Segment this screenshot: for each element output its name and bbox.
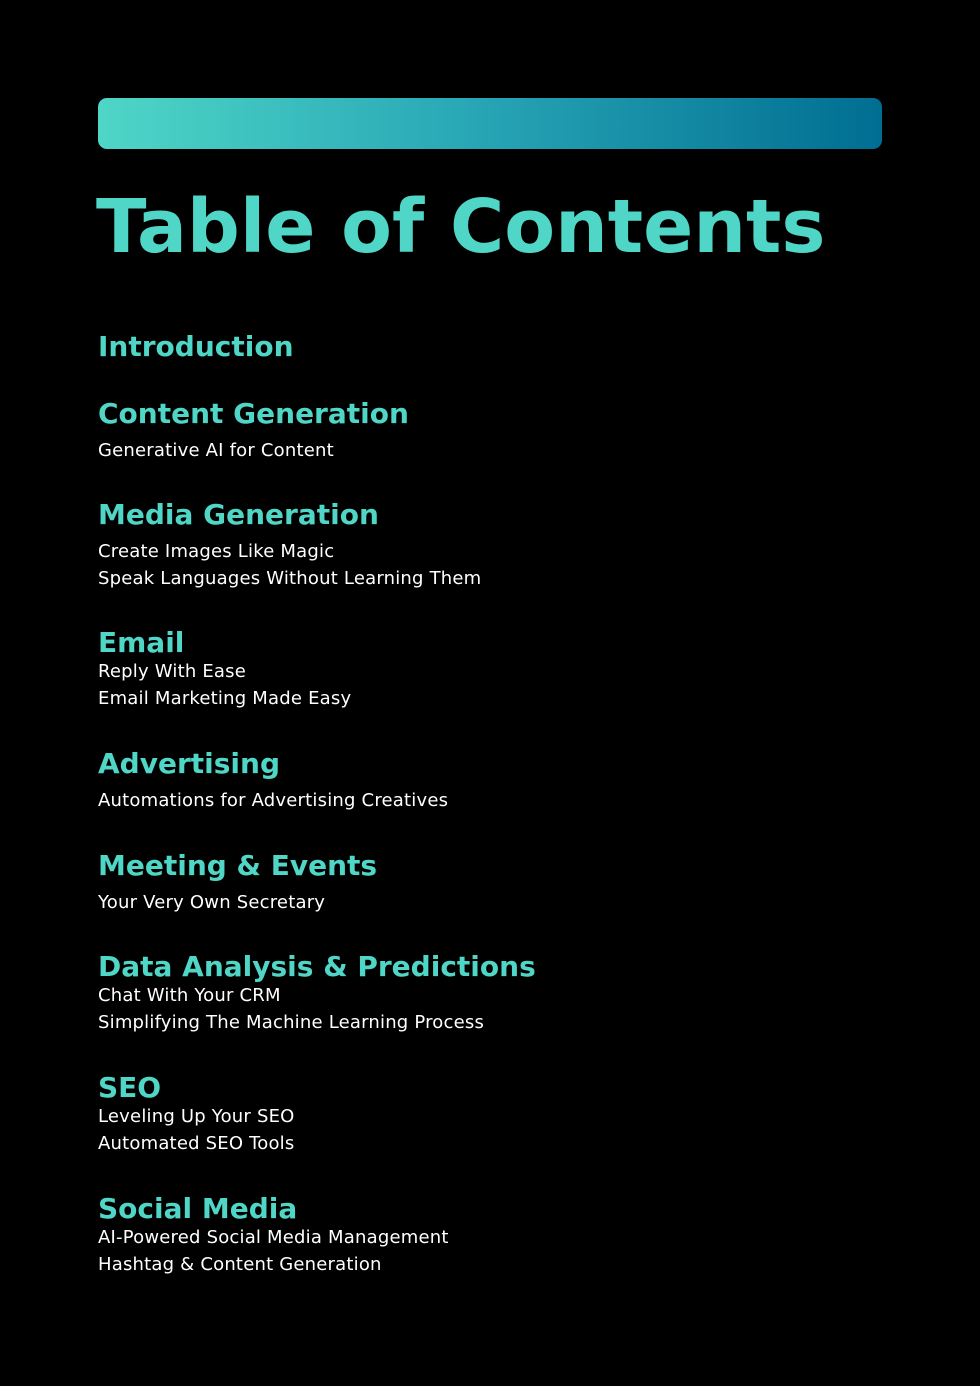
section-items bbox=[98, 538, 878, 592]
toc-item: Automations for Advertising Creatives bbox=[98, 790, 449, 811]
toc-item: Speak Languages Without Learning Them bbox=[98, 568, 482, 589]
section-items bbox=[98, 1103, 878, 1157]
section-title: SEO bbox=[98, 1071, 162, 1104]
toc-item: Email Marketing Made Easy bbox=[98, 688, 352, 709]
section-items bbox=[98, 787, 878, 814]
toc-section-data-analysis bbox=[98, 950, 878, 1036]
toc-section-content-generation bbox=[98, 397, 878, 464]
toc-section-social-media bbox=[98, 1192, 878, 1278]
toc-item: Create Images Like Magic bbox=[98, 541, 335, 562]
toc-item: Your Very Own Secretary bbox=[98, 892, 326, 913]
section-title: Email bbox=[98, 626, 185, 659]
toc-section-advertising bbox=[98, 747, 878, 814]
section-items bbox=[98, 1224, 878, 1278]
toc-item: Simplifying The Machine Learning Process bbox=[98, 1012, 485, 1033]
toc-item: Chat With Your CRM bbox=[98, 985, 281, 1006]
toc-item: Leveling Up Your SEO bbox=[98, 1106, 295, 1127]
toc-section-seo bbox=[98, 1071, 878, 1157]
toc-item: Hashtag & Content Generation bbox=[98, 1254, 382, 1275]
toc-section-email bbox=[98, 626, 878, 712]
toc-section-introduction bbox=[98, 330, 878, 364]
toc-item: Reply With Ease bbox=[98, 661, 247, 682]
header-gradient-bar bbox=[98, 98, 882, 149]
toc-item: Automated SEO Tools bbox=[98, 1133, 295, 1154]
section-title: Social Media bbox=[98, 1192, 298, 1225]
toc-section-media-generation bbox=[98, 498, 878, 592]
toc-item: Generative AI for Content bbox=[98, 440, 334, 461]
section-title: Content Generation bbox=[98, 397, 409, 430]
toc-item: AI-Powered Social Media Management bbox=[98, 1227, 449, 1248]
section-items bbox=[98, 889, 878, 916]
section-items bbox=[98, 437, 878, 464]
section-title: Media Generation bbox=[98, 498, 379, 531]
page-title: Table of Contents bbox=[96, 184, 826, 270]
toc-section-meeting-events bbox=[98, 849, 878, 916]
section-title: Introduction bbox=[98, 330, 294, 363]
section-title: Data Analysis & Predictions bbox=[98, 950, 536, 983]
section-items bbox=[98, 982, 878, 1036]
section-title: Advertising bbox=[98, 747, 280, 780]
section-items bbox=[98, 658, 878, 712]
section-title: Meeting & Events bbox=[98, 849, 378, 882]
